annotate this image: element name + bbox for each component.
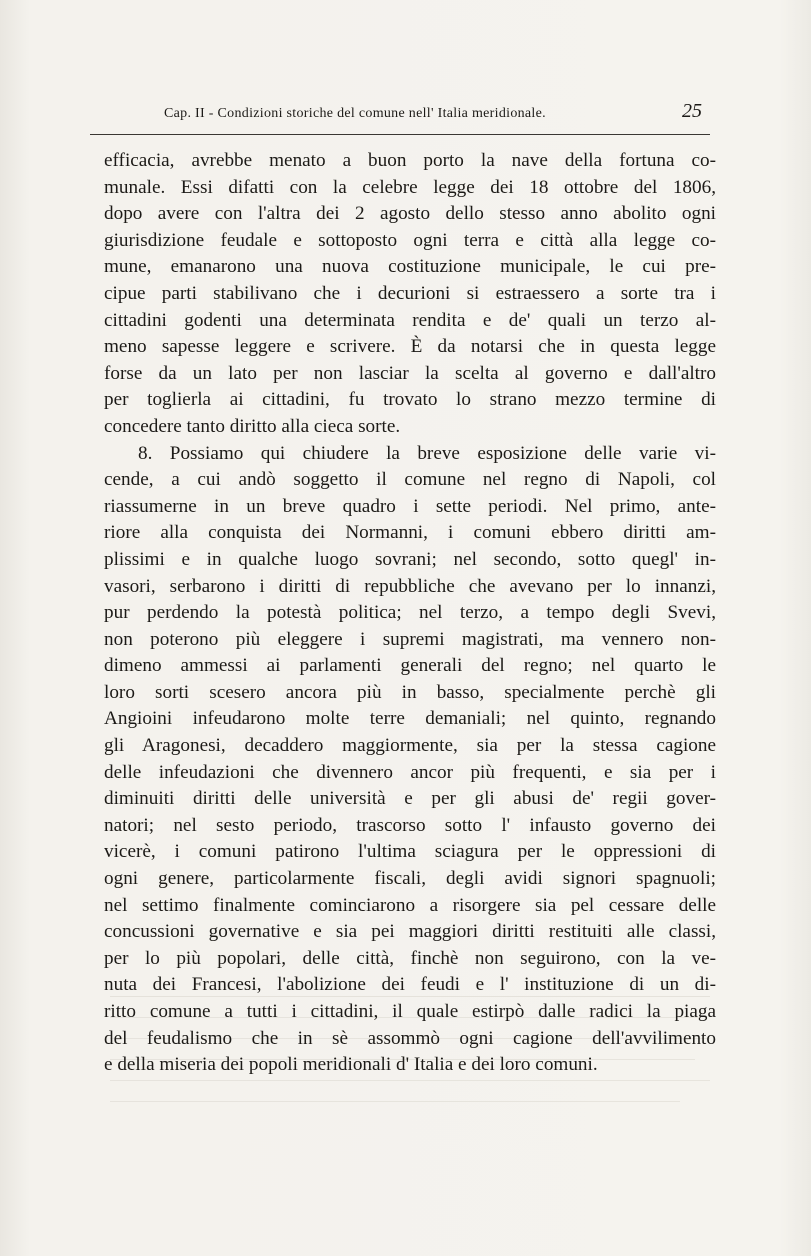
text-line: efficacia, avrebbe menato a buon porto la nave della fortuna co- xyxy=(104,150,716,171)
page-number: 25 xyxy=(682,100,702,122)
text-line: plissimi e in qualche luogo sovrani; nel secondo, sotto quegl' in- xyxy=(104,548,716,570)
text-line: delle infeudazioni che divennero ancor più frequenti, e sia per i xyxy=(104,761,716,783)
text-line: e della miseria dei popoli meridionali d' Italia e dei loro comuni. xyxy=(104,1054,598,1076)
body-text xyxy=(104,148,716,1079)
text-line: cipue parti stabilivano che i decurioni si estraessero a sorte tra i xyxy=(104,282,716,304)
text-line: cende, a cui andò soggetto il comune nel regno di Napoli, col xyxy=(104,469,716,491)
text-line: ritto comune a tutti i cittadini, il quale estirpò dalle radici la piaga xyxy=(104,1001,716,1022)
text-line: concussioni governative e sia pei maggiori diritti restituiti alle classi, xyxy=(104,921,716,943)
text-line: dopo avere con l'altra dei 2 agosto dello stesso anno abolito ogni xyxy=(104,203,716,225)
text-line: per lo più popolari, delle città, finchè non seguirono, con la ve- xyxy=(104,947,716,969)
text-line: forse da un lato per non lasciar la scelta al governo e dall'altro xyxy=(104,362,716,384)
text-line: del feudalismo che in sè assommò ogni cagione dell'avvilimento xyxy=(104,1027,716,1049)
text-line: riassumerne in un breve quadro i sette periodi. Nel primo, ante- xyxy=(104,495,716,517)
header-rule xyxy=(90,134,710,135)
text-line: pur perdendo la potestà politica; nel terzo, a tempo degli Svevi, xyxy=(104,602,716,624)
text-line: natori; nel sesto periodo, trascorso sotto l' infausto governo dei xyxy=(104,814,716,836)
text-line: diminuiti diritti delle università e per gli abusi de' regii gover- xyxy=(104,788,716,810)
text-line: nel settimo finalmente cominciarono a risorgere sia pel cessare delle xyxy=(104,894,716,916)
text-line: concedere tanto diritto alla cieca sorte. xyxy=(104,415,401,437)
text-line: dimeno ammessi ai parlamenti generali del regno; nel quarto le xyxy=(104,655,716,677)
text-line: non poterono più eleggere i supremi magistrati, ma vennero non- xyxy=(104,628,716,650)
running-header xyxy=(90,100,730,130)
paragraph-start-line: 8. Possiamo qui chiudere la breve esposizione delle varie vi- xyxy=(138,442,716,464)
text-line: loro sorti scesero ancora più in basso, specialmente perchè gli xyxy=(104,681,716,703)
text-line: Angioini infeudarono molte terre demaniali; nel quinto, regnando xyxy=(104,708,716,730)
text-line: gli Aragonesi, decaddero maggiormente, sia per la stessa cagione xyxy=(104,735,716,757)
text-line: mune, emanarono una nuova costituzione municipale, le cui pre- xyxy=(104,256,716,278)
running-title: Cap. II - Condizioni storiche del comune nell' Italia meridionale. xyxy=(164,106,546,121)
text-line: ogni genere, particolarmente fiscali, degli avidi signori spagnuoli; xyxy=(104,868,716,890)
text-line: munale. Essi difatti con la celebre legge dei 18 ottobre del 1806, xyxy=(104,176,716,198)
text-line: per toglierla ai cittadini, fu trovato lo strano mezzo termine di xyxy=(104,389,716,411)
text-line: giurisdizione feudale e sottoposto ogni terra e città alla legge co- xyxy=(104,229,716,251)
text-line: vicerè, i comuni patirono l'ultima sciagura per le oppressioni di xyxy=(104,841,716,863)
text-line: riore alla conquista dei Normanni, i comuni ebbero diritti am- xyxy=(104,522,716,544)
text-line: cittadini godenti una determinata rendita e de' quali un terzo al- xyxy=(104,309,716,331)
text-line: nuta dei Francesi, l'abolizione dei feudi e l' instituzione di un di- xyxy=(104,974,716,996)
text-line: meno sapesse leggere e scrivere. È da notarsi che in questa legge xyxy=(104,336,716,358)
text-line: vasori, serbarono i diritti di repubbliche che avevano per lo innanzi, xyxy=(104,575,716,597)
